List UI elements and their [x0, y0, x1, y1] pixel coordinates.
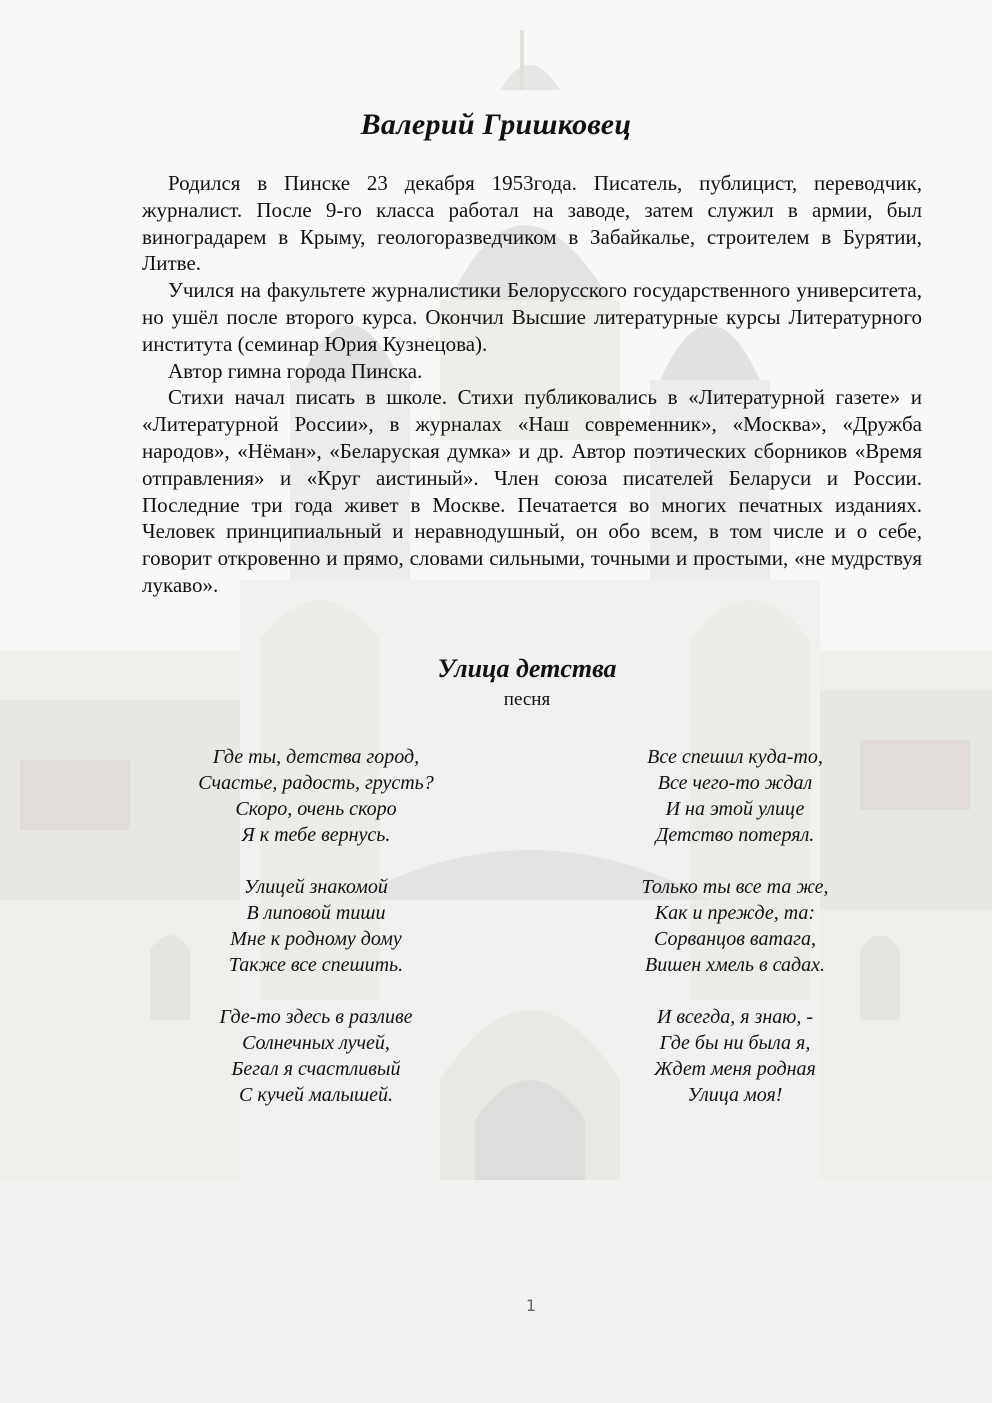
poem-line: Также все спешить. — [228, 954, 404, 976]
poem-line: Где-то здесь в разливе — [219, 1006, 413, 1028]
poem-line: Как и прежде, та: — [654, 902, 816, 924]
poem-stanza — [166, 744, 466, 848]
poem-stanza — [585, 874, 885, 978]
song-title: Улица детства — [437, 654, 617, 683]
biography-section — [142, 170, 922, 599]
poem-line: Счастье, радость, грусть? — [198, 772, 434, 794]
poem-line: И всегда, я знаю, - — [656, 1006, 814, 1028]
poem-line: Улица моя! — [687, 1084, 783, 1106]
poem-stanza — [585, 1004, 885, 1108]
poem-line: В липовой тиши — [246, 902, 386, 924]
poem-line: Мне к родному дому — [230, 928, 402, 950]
poem-line: Все спешил куда-то, — [647, 746, 823, 768]
poem-line: С кучей малышей. — [239, 1084, 393, 1106]
poem-line: Ждет меня родная — [654, 1058, 816, 1080]
poem-line: Только ты все та же, — [641, 876, 829, 898]
poem-line: Детство потерял. — [655, 824, 815, 846]
poem-stanza — [585, 744, 885, 848]
bio-paragraph: Стихи начал писать в школе. Стихи публиковались в «Литературной газете» и «Литературной России», в журналах «Наш современник», «Москва», «Дружба народов», «Нёман», «Беларуская думка» и др. Автор поэтических сборников «Время отправления» и «Круг аистиный». Член союза писателей Беларуси и России. Последние три года живет в Москве. Печатается во многих печатных изданиях. Человек принципиальный и неравнодушный, он обо всем, в том числе и о себе, говорит откровенно и прямо, словами сильными, точными и простыми, «не мудрствуя лукаво». — [142, 385, 922, 597]
poem-line: И на этой улице — [665, 798, 805, 820]
poem-line: Сорванцов ватага, — [654, 928, 816, 950]
poem-stanza — [166, 874, 466, 978]
poem-right-column — [585, 744, 885, 1134]
poem-line: Где бы ни была я, — [659, 1032, 811, 1054]
page-number: 1 — [525, 1296, 537, 1315]
poem-left-column — [166, 744, 466, 1134]
poem-line: Где ты, детства город, — [212, 746, 420, 768]
poem-line: Вишен хмель в садах. — [645, 954, 825, 976]
poem-line: Солнечных лучей, — [242, 1032, 390, 1054]
poem-line: Я к тебе вернусь. — [241, 824, 391, 846]
poem-line: Скоро, очень скоро — [235, 798, 397, 820]
bio-paragraph: Автор гимна города Пинска. — [168, 358, 423, 383]
bio-paragraph: Родился в Пинске 23 декабря 1953года. Писатель, публицист, переводчик, журналист. После 9-го класса работал на заводе, затем служил в армии, был виноградарем в Крыму, геологоразведчиком в Забайкалье, строителем в Бурятии, Литве. — [142, 171, 922, 276]
poem-line: Бегал я счастливый — [231, 1058, 401, 1080]
bio-paragraph: Учился на факультете журналистики Белорусского государственного университета, но ушёл после второго курса. Окончил Высшие литературные курсы Литературного института (семинар Юрия Кузнецова). — [142, 278, 922, 356]
poem-stanza — [166, 1004, 466, 1108]
author-name-heading: Валерий Гришковец — [360, 108, 632, 141]
poem-line: Улицей знакомой — [244, 876, 388, 898]
poem-line: Все чего-то ждал — [657, 772, 813, 794]
song-subtitle: песня — [503, 689, 551, 710]
